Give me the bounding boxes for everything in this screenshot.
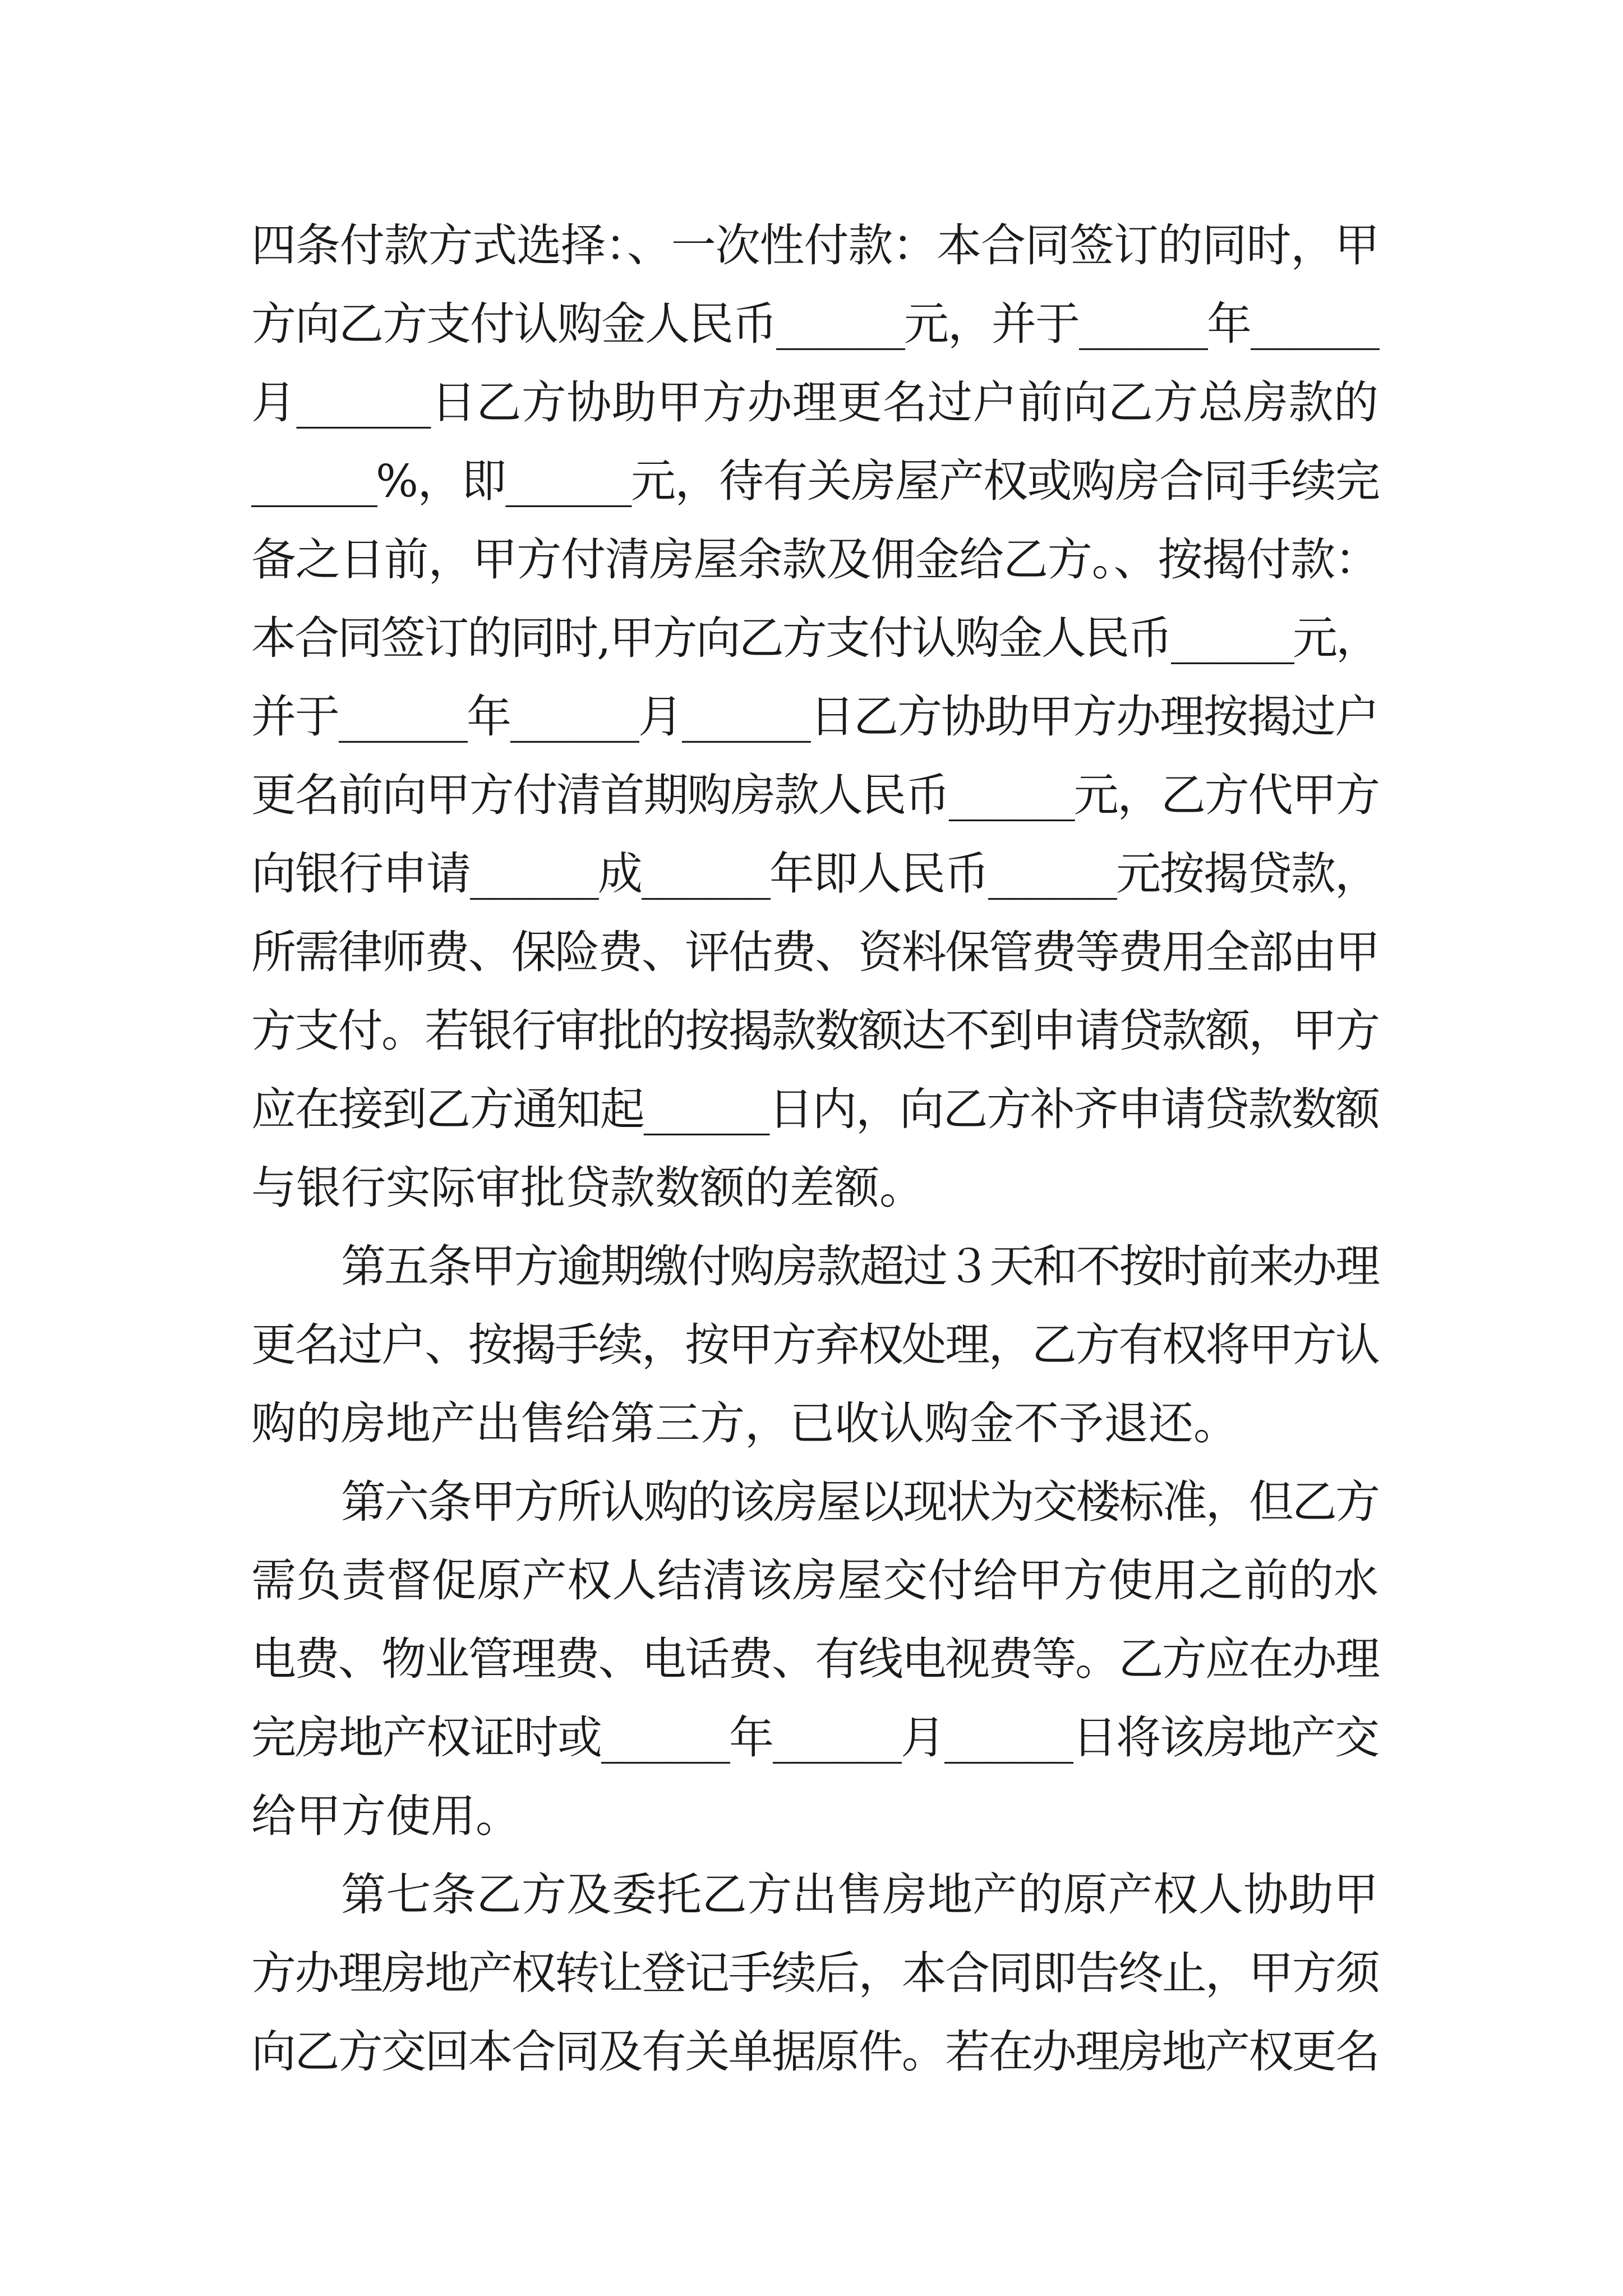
paragraph-article-7 [251,1856,1378,2091]
text-line: 第五条甲方逾期缴付购房款超过３天和不按时前来办理 [341,1240,1378,1292]
text-line: 第六条甲方所认购的该房屋以现状为交楼标准，但乙方 [341,1476,1378,1528]
text-line: 月______日乙方协助甲方办理更名过户前向乙方总房款的 [251,376,1378,429]
document-body [251,206,1378,2091]
text-line: 四条付款方式选择：、一次性付款：本合同签订的同时，甲 [251,219,1378,272]
paragraph-article-6 [251,1463,1378,1856]
text-line: 方办理房地产权转让登记手续后，本合同即告终止，甲方须 [251,1947,1378,1999]
text-line: 备之日前，甲方付清房屋余款及佣金给乙方。、按揭付款： [251,533,1378,586]
text-line: 并于______年______月______日乙方协助甲方办理按揭过户 [251,691,1378,743]
text-line: 购的房地产出售给第三方，已收认购金不予退还。 [251,1397,1238,1450]
text-line: 本合同签订的同时,甲方向乙方支付认购金人民币______元， [251,612,1378,664]
text-line: 方向乙方支付认购金人民币______元，并于______年______ [251,298,1378,350]
text-line: 需负责督促原产权人结清该房屋交付给甲方使用之前的水 [251,1554,1378,1607]
text-line: 向银行申请______成______年即人民币______元按揭贷款， [251,848,1378,900]
paragraph-article-4 [251,206,1378,1227]
text-line: 第七条乙方及委托乙方出售房地产的原产权人协助甲 [341,1869,1378,1921]
paragraph-article-5 [251,1227,1378,1463]
text-line: 向乙方交回本合同及有关单据原件。若在办理房地产权更名 [251,2026,1378,2078]
text-line: 更名前向甲方付清首期购房款人民币______元，乙方代甲方 [251,769,1378,821]
text-line: 更名过户、按揭手续，按甲方弃权处理，乙方有权将甲方认 [251,1319,1378,1371]
text-line: ______%，即______元，待有关房屋产权或购房合同手续完 [251,455,1378,507]
text-line: 与银行实际审批贷款数额的差额。 [251,1162,924,1214]
text-line: 方支付。若银行审批的按揭款数额达不到申请贷款额，甲方 [251,1005,1378,1057]
text-line: 完房地产权证时或______年______月______日将该房地产交 [251,1711,1378,1764]
text-line: 应在接到乙方通知起______日内，向乙方补齐申请贷款数额 [251,1083,1378,1135]
text-line: 电费、物业管理费、电话费、有线电视费等。乙方应在办理 [251,1633,1378,1685]
text-line: 给甲方使用。 [251,1790,520,1842]
text-line: 所需律师费、保险费、评估费、资料保管费等费用全部由甲 [251,926,1378,978]
